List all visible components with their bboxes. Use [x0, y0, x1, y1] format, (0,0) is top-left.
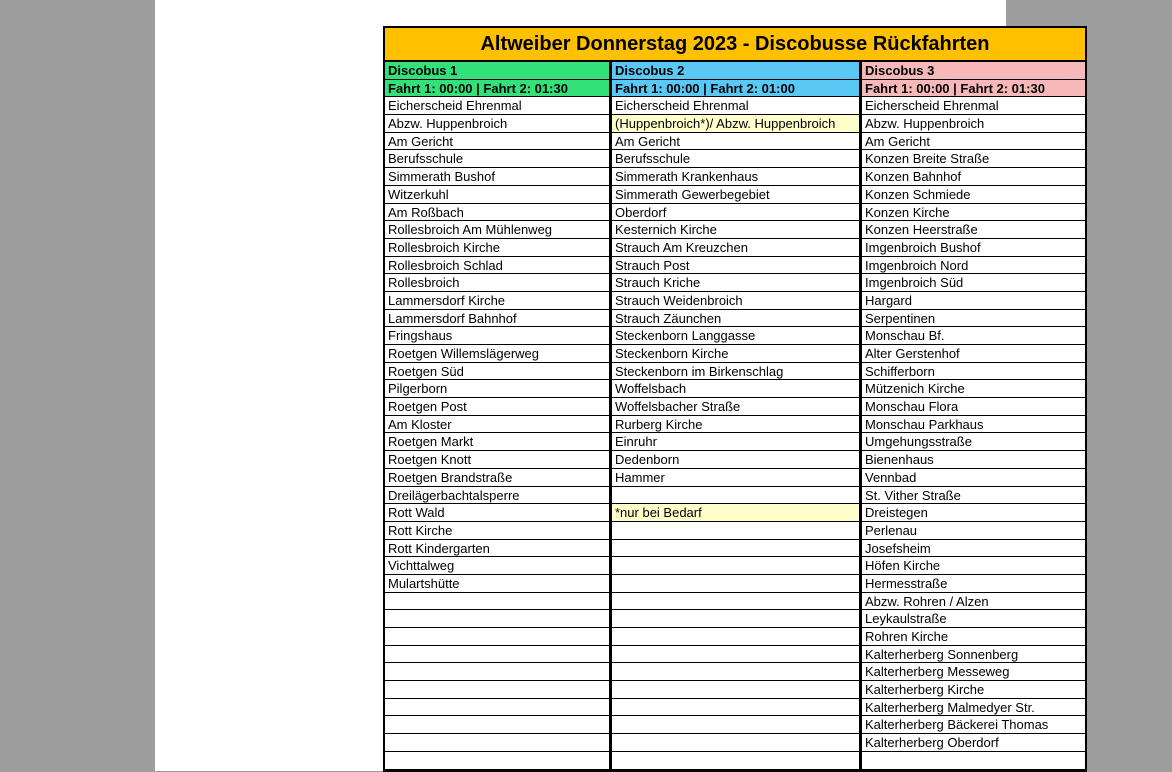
stop-cell: Alter Gerstenhof	[862, 345, 1085, 363]
stop-cell: Eicherscheid Ehrenmal	[862, 97, 1085, 115]
column-header: Discobus 2	[612, 62, 859, 80]
stop-cell: Vennbad	[862, 469, 1085, 487]
stop-cell: Rurberg Kirche	[612, 416, 859, 434]
stop-cell: Hammer	[612, 469, 859, 487]
stop-cell	[612, 699, 859, 717]
stop-cell	[612, 593, 859, 611]
stop-cell: Imgenbroich Süd	[862, 274, 1085, 292]
stop-cell: Kalterherberg Oberdorf	[862, 734, 1085, 752]
stop-cell: Kalterherberg Malmedyer Str.	[862, 699, 1085, 717]
stop-cell: Hargard	[862, 292, 1085, 310]
stop-cell: Berufsschule	[385, 150, 609, 168]
column-times: Fahrt 1: 00:00 | Fahrt 2: 01:30	[385, 80, 609, 98]
stop-cell: Strauch Weidenbroich	[612, 292, 859, 310]
stop-cell	[385, 699, 609, 717]
document-page	[155, 0, 1049, 771]
stop-cell: Abzw. Rohren / Alzen	[862, 593, 1085, 611]
stop-cell	[612, 716, 859, 734]
stop-cell	[612, 663, 859, 681]
stop-cell: Konzen Bahnhof	[862, 168, 1085, 186]
stop-cell: Dreistegen	[862, 504, 1085, 522]
stop-cell: Kalterherberg Kirche	[862, 681, 1085, 699]
stop-cell: Rott Wald	[385, 504, 609, 522]
stop-cell	[385, 663, 609, 681]
column-header: Discobus 3	[862, 62, 1085, 80]
stop-cell	[385, 716, 609, 734]
stop-cell	[612, 628, 859, 646]
stop-cell: Strauch Post	[612, 257, 859, 275]
stop-cell: Pilgerborn	[385, 380, 609, 398]
stop-cell: Konzen Kirche	[862, 204, 1085, 222]
schedule-table	[383, 26, 1087, 772]
stop-cell: Kalterherberg Sonnenberg	[862, 646, 1085, 664]
stop-cell: Umgehungsstraße	[862, 433, 1085, 451]
stop-cell: Berufsschule	[612, 150, 859, 168]
stop-cell: Am Gericht	[612, 133, 859, 151]
stop-cell	[612, 734, 859, 752]
column-discobus-2	[612, 62, 862, 770]
stop-cell: Schifferborn	[862, 363, 1085, 381]
stop-cell	[612, 681, 859, 699]
stop-cell: Strauch Am Kreuzchen	[612, 239, 859, 257]
stop-cell: Rollesbroich Schlad	[385, 257, 609, 275]
stop-cell: Woffelsbach	[612, 380, 859, 398]
stop-cell	[385, 646, 609, 664]
stop-cell	[612, 575, 859, 593]
stop-cell: Steckenborn im Birkenschlag	[612, 363, 859, 381]
stop-cell: Am Roßbach	[385, 204, 609, 222]
stop-cell	[612, 610, 859, 628]
stop-cell	[612, 487, 859, 505]
stop-cell: Abzw. Huppenbroich	[862, 115, 1085, 133]
stop-cell	[385, 610, 609, 628]
stop-cell: Rollesbroich Kirche	[385, 239, 609, 257]
stop-cell: Simmerath Gewerbegebiet	[612, 186, 859, 204]
stop-cell: Imgenbroich Nord	[862, 257, 1085, 275]
stop-cell: Rohren Kirche	[862, 628, 1085, 646]
stop-cell: Leykaulstraße	[862, 610, 1085, 628]
stop-cell: Imgenbroich Bushof	[862, 239, 1085, 257]
stop-cell: Höfen Kirche	[862, 557, 1085, 575]
stop-cell	[612, 540, 859, 558]
stop-cell: Dreilägerbachtalsperre	[385, 487, 609, 505]
stop-cell: St. Vither Straße	[862, 487, 1085, 505]
stop-cell: Konzen Breite Straße	[862, 150, 1085, 168]
table-title: Altweiber Donnerstag 2023 - Discobusse Rückfahrten	[385, 28, 1085, 62]
stop-cell: Bienenhaus	[862, 451, 1085, 469]
stop-cell: Perlenau	[862, 522, 1085, 540]
stop-cell: Roetgen Süd	[385, 363, 609, 381]
stop-cell: Am Kloster	[385, 416, 609, 434]
stop-cell: Am Gericht	[385, 133, 609, 151]
stop-cell: Hermesstraße	[862, 575, 1085, 593]
stop-cell: Strauch Kriche	[612, 274, 859, 292]
stop-cell: Rott Kindergarten	[385, 540, 609, 558]
stop-cell	[612, 752, 859, 770]
stop-cell: Roetgen Willemslägerweg	[385, 345, 609, 363]
stop-cell: Roetgen Brandstraße	[385, 469, 609, 487]
stop-cell: Kesternich Kirche	[612, 221, 859, 239]
stop-cell: Eicherscheid Ehrenmal	[612, 97, 859, 115]
stop-cell: Abzw. Huppenbroich	[385, 115, 609, 133]
stop-cell	[385, 628, 609, 646]
stop-cell: Rott Kirche	[385, 522, 609, 540]
stop-cell	[385, 734, 609, 752]
stop-cell: Mulartshütte	[385, 575, 609, 593]
stop-cell: Mützenich Kirche	[862, 380, 1085, 398]
stop-cell: Roetgen Post	[385, 398, 609, 416]
stop-cell: Monschau Bf.	[862, 327, 1085, 345]
stop-cell: Serpentinen	[862, 310, 1085, 328]
stop-cell: Steckenborn Langgasse	[612, 327, 859, 345]
stop-cell: Woffelsbacher Straße	[612, 398, 859, 416]
stop-cell: *nur bei Bedarf	[612, 504, 859, 522]
stop-cell: (Huppenbroich*)/ Abzw. Huppenbroich	[612, 115, 859, 133]
stop-cell: Einruhr	[612, 433, 859, 451]
stop-cell: Kalterherberg Bäckerei Thomas	[862, 716, 1085, 734]
stop-cell: Rollesbroich	[385, 274, 609, 292]
stop-cell: Lammersdorf Kirche	[385, 292, 609, 310]
stop-cell: Eicherscheid Ehrenmal	[385, 97, 609, 115]
stop-cell: Roetgen Markt	[385, 433, 609, 451]
stop-cell: Rollesbroich Am Mühlenweg	[385, 221, 609, 239]
stop-cell: Vichttalweg	[385, 557, 609, 575]
stop-cell: Steckenborn Kirche	[612, 345, 859, 363]
stop-cell: Oberdorf	[612, 204, 859, 222]
stop-cell	[612, 557, 859, 575]
stop-cell: Konzen Heerstraße	[862, 221, 1085, 239]
stop-cell: Monschau Flora	[862, 398, 1085, 416]
column-header: Discobus 1	[385, 62, 609, 80]
stop-cell	[385, 681, 609, 699]
stop-cell	[385, 593, 609, 611]
stop-cell	[385, 752, 609, 770]
column-discobus-1	[385, 62, 612, 770]
stop-cell	[612, 646, 859, 664]
stop-cell: Konzen Schmiede	[862, 186, 1085, 204]
stop-cell: Roetgen Knott	[385, 451, 609, 469]
stop-cell: Simmerath Krankenhaus	[612, 168, 859, 186]
stop-cell	[612, 522, 859, 540]
stop-cell: Simmerath Bushof	[385, 168, 609, 186]
stop-cell: Monschau Parkhaus	[862, 416, 1085, 434]
stop-cell: Lammersdorf Bahnhof	[385, 310, 609, 328]
stop-cell: Am Gericht	[862, 133, 1085, 151]
stop-cell: Kalterherberg Messeweg	[862, 663, 1085, 681]
column-times: Fahrt 1: 00:00 | Fahrt 2: 01:00	[612, 80, 859, 98]
stop-cell: Dedenborn	[612, 451, 859, 469]
column-discobus-3	[862, 62, 1085, 770]
stop-cell: Strauch Zäunchen	[612, 310, 859, 328]
stop-cell: Josefsheim	[862, 540, 1085, 558]
columns-container	[385, 62, 1085, 770]
stop-cell: Fringshaus	[385, 327, 609, 345]
stop-cell	[862, 752, 1085, 770]
stop-cell: Witzerkuhl	[385, 186, 609, 204]
column-times: Fahrt 1: 00:00 | Fahrt 2: 01:30	[862, 80, 1085, 98]
